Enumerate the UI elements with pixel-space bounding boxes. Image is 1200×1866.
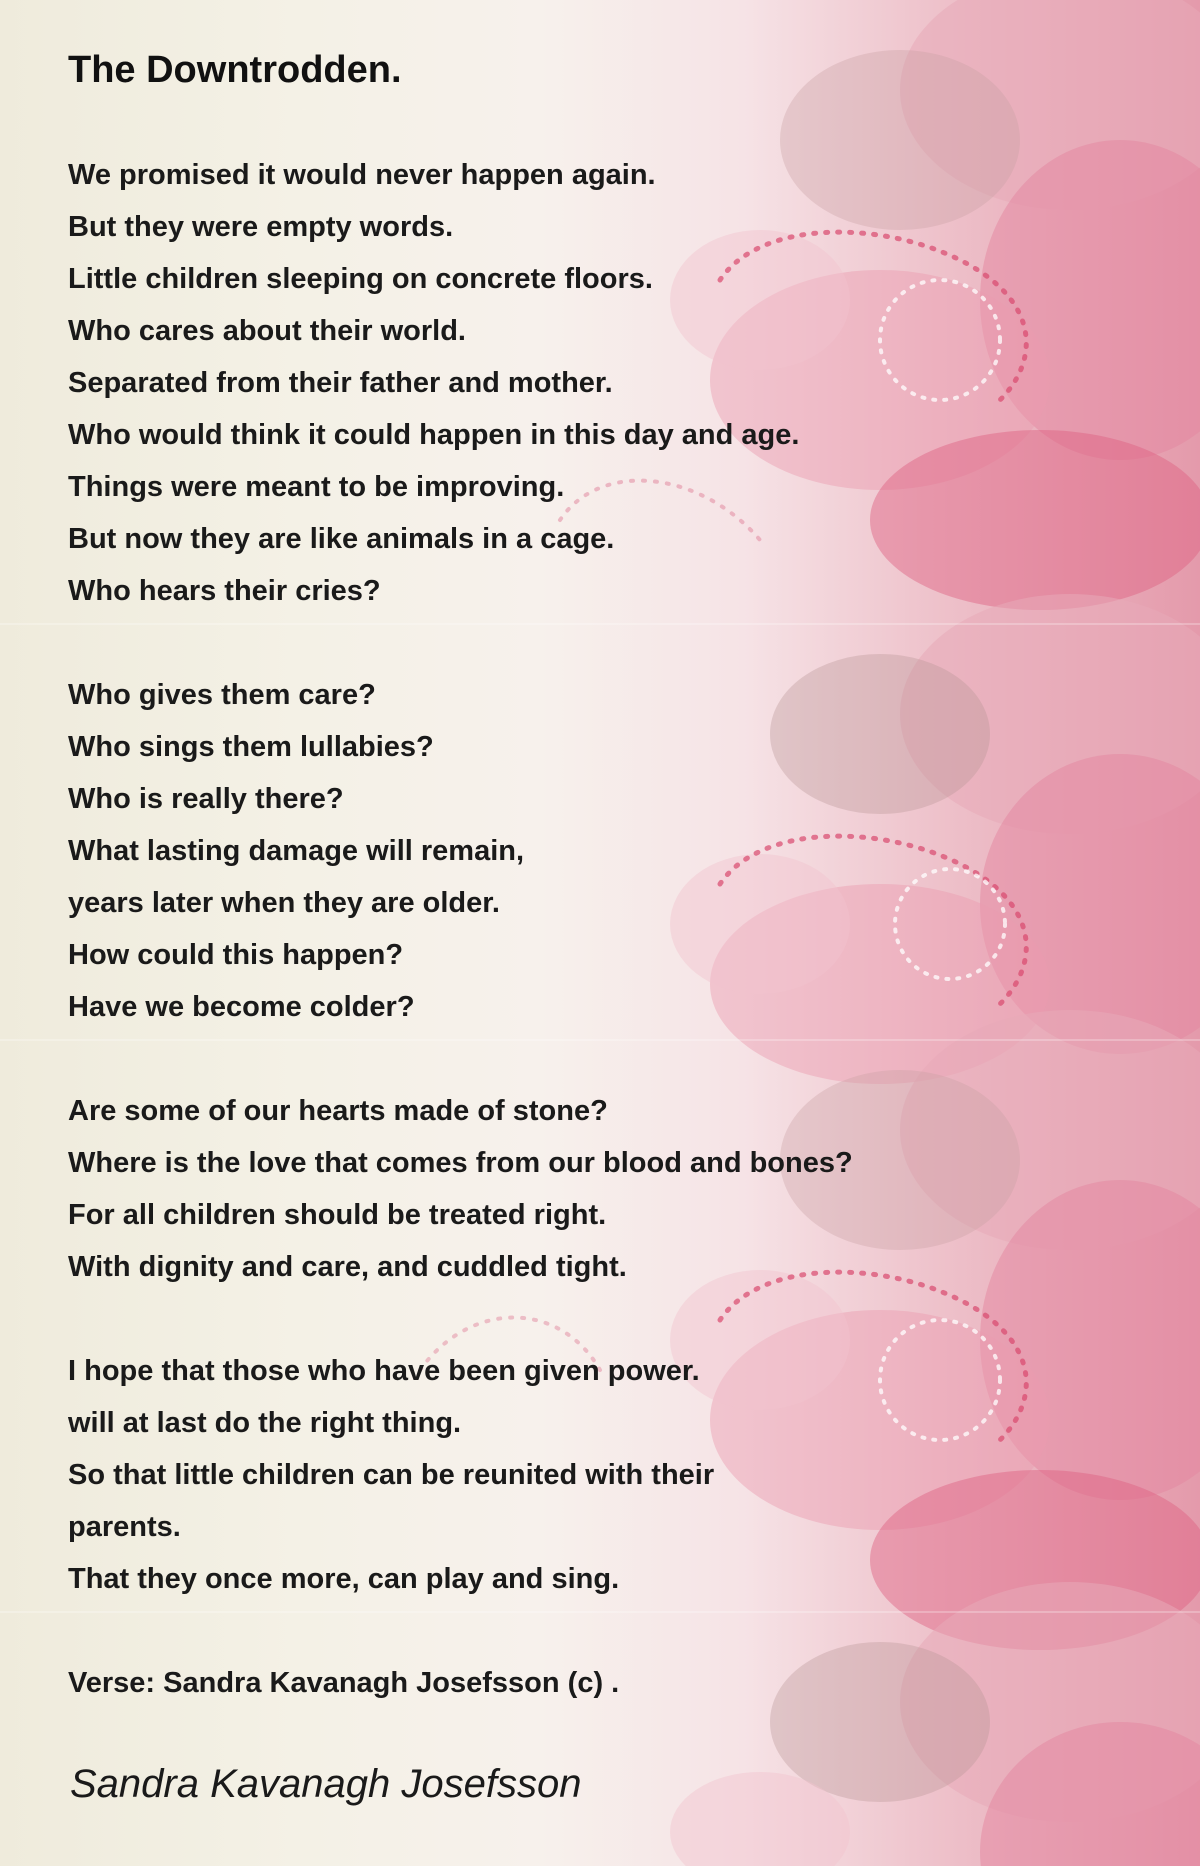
stanza-4 bbox=[68, 1349, 1068, 1609]
poem-line: I hope that those who have been given power. bbox=[68, 1355, 700, 1387]
poem-line: Little children sleeping on concrete floors. bbox=[68, 263, 653, 295]
poem-line: Who gives them care? bbox=[68, 679, 376, 711]
poem-line: Who would think it could happen in this day and age. bbox=[68, 419, 800, 451]
poem-line: With dignity and care, and cuddled tight. bbox=[68, 1251, 627, 1283]
verse-credit: Verse: Sandra Kavanagh Josefsson (c) . bbox=[68, 1667, 620, 1699]
stanza-1 bbox=[68, 153, 1068, 621]
poem-line: Who cares about their world. bbox=[68, 315, 466, 347]
poem-line: So that little children can be reunited with their bbox=[68, 1459, 715, 1491]
poem-line: Separated from their father and mother. bbox=[68, 367, 613, 399]
poem-line: Things were meant to be improving. bbox=[68, 471, 565, 503]
poem-line: years later when they are older. bbox=[68, 887, 500, 919]
stanza-3 bbox=[68, 1089, 1068, 1297]
poem-line: Where is the love that comes from our blood and bones? bbox=[68, 1147, 853, 1179]
poem-line: But they were empty words. bbox=[68, 211, 454, 243]
poem-title: The Downtrodden. bbox=[68, 49, 402, 91]
poem-line: We promised it would never happen again. bbox=[68, 159, 656, 191]
poem-line: Who is really there? bbox=[68, 783, 344, 815]
poem-line: What lasting damage will remain, bbox=[68, 835, 525, 867]
author-signature: Sandra Kavanagh Josefsson bbox=[70, 1762, 582, 1806]
poem-line: Are some of our hearts made of stone? bbox=[68, 1095, 608, 1127]
stanza-break bbox=[68, 621, 1068, 673]
poem-line: Who hears their cries? bbox=[68, 575, 381, 607]
stanza-break bbox=[68, 1037, 1068, 1089]
poem-line: How could this happen? bbox=[68, 939, 404, 971]
poem-line: But now they are like animals in a cage. bbox=[68, 523, 615, 555]
poem-body bbox=[68, 153, 1068, 1713]
poem-line: That they once more, can play and sing. bbox=[68, 1563, 620, 1595]
poem-line: will at last do the right thing. bbox=[68, 1407, 462, 1439]
stanza-2 bbox=[68, 673, 1068, 1037]
poem-line: Have we become colder? bbox=[68, 991, 415, 1023]
poem-line: parents. bbox=[68, 1511, 181, 1543]
poem-line: Who sings them lullabies? bbox=[68, 731, 434, 763]
stanza-break bbox=[68, 1297, 1068, 1349]
poem-line: For all children should be treated right. bbox=[68, 1199, 607, 1231]
